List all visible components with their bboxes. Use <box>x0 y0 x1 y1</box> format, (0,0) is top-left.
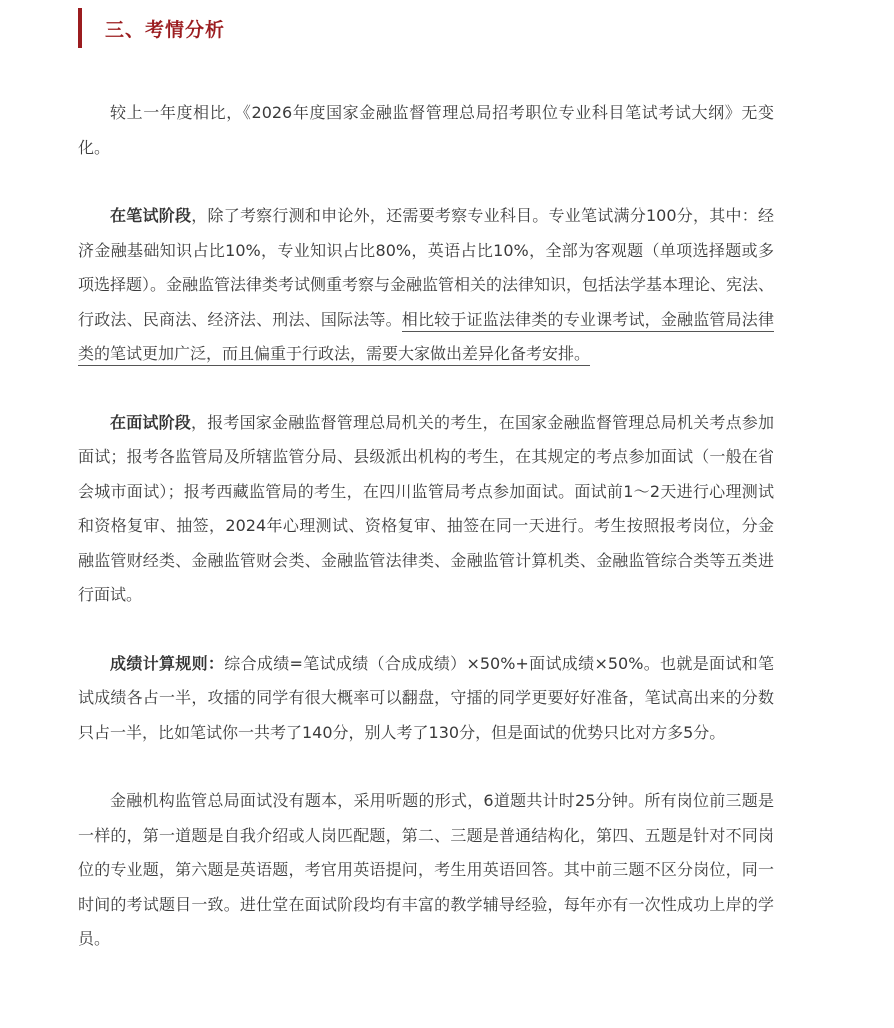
paragraph-lead: 在面试阶段 <box>110 412 191 432</box>
section-title: 三、考情分析 <box>105 18 226 41</box>
article-body <box>78 96 774 991</box>
paragraph-interview-format <box>78 784 774 957</box>
paragraph-text: 较上一年度相比，《2026年度国家金融监督管理总局招考职位专业科目笔试考试大纲》无变化。 <box>78 103 774 157</box>
paragraph-text: ，除了考察行测和申论外，还需要考察专业科目。专业笔试满分100分，其中：经济金融基础知识占比10%，专业知识占比80%，英语占比10%，全部为客观题（单项选择题或多项选择题）。金融监管法律类考试侧重考察与金融监管相关的法律知识，包括法学基本理论、宪法、行政法、民商法、经济法、刑法、国际法等。 <box>78 206 775 329</box>
paragraph-written-exam <box>78 199 774 372</box>
section-header <box>78 8 225 48</box>
paragraph-interview-stage <box>78 406 774 613</box>
paragraph-score-rules <box>78 647 774 751</box>
paragraph-lead: 在笔试阶段 <box>110 206 192 225</box>
paragraph-syllabus-change <box>78 96 774 165</box>
section-accent-bar <box>78 8 82 48</box>
paragraph-text: 综合成绩=笔试成绩（合成成绩）×50%+面试成绩×50%。也就是面试和笔试成绩各占一半，攻擂的同学有很大概率可以翻盘，守擂的同学更要好好准备，笔试高出来的分数只占一半，比如笔试你一共考了140分，别人考了130分，但是面试的优势只比对方多5分。 <box>78 653 774 742</box>
paragraph-text: 金融机构监管总局面试没有题本，采用听题的形式，6道题共计时25分钟。所有岗位前三题是一样的，第一道题是自我介绍或人岗匹配题，第二、三题是普通结构化，第四、五题是针对不同岗位的专业题，第六题是英语题，考官用英语提问，考生用英语回答。其中前三题不区分岗位，同一时间的考试题目一致。进仕堂在面试阶段均有丰富的教学辅导经验，每年亦有一次性成功上岸的学员。 <box>78 791 774 948</box>
paragraph-text: ，报考国家金融监督管理总局机关的考生，在国家金融监督管理总局机关考点参加面试；报考各监管局及所辖监管分局、县级派出机构的考生，在其规定的考点参加面试（一般在省会城市面试）；报考西藏监管局的考生，在四川监管局考点参加面试。面试前1～2天进行心理测试和资格复审、抽签，2024年心理测试、资格复审、抽签在同一天进行。考生按照报考岗位，分金融监管财经类、金融监管财会类、金融监管法律类、金融监管计算机类、金融监管综合类等五类进行面试。 <box>78 412 774 604</box>
underlined-highlight: 相比较于证监法律类的专业课考试，金融监管局法律类的笔试更加广泛，而且偏重于行政法，需要大家做出差异化备考安排。 <box>78 310 774 367</box>
paragraph-lead: 成绩计算规则： <box>110 653 225 673</box>
